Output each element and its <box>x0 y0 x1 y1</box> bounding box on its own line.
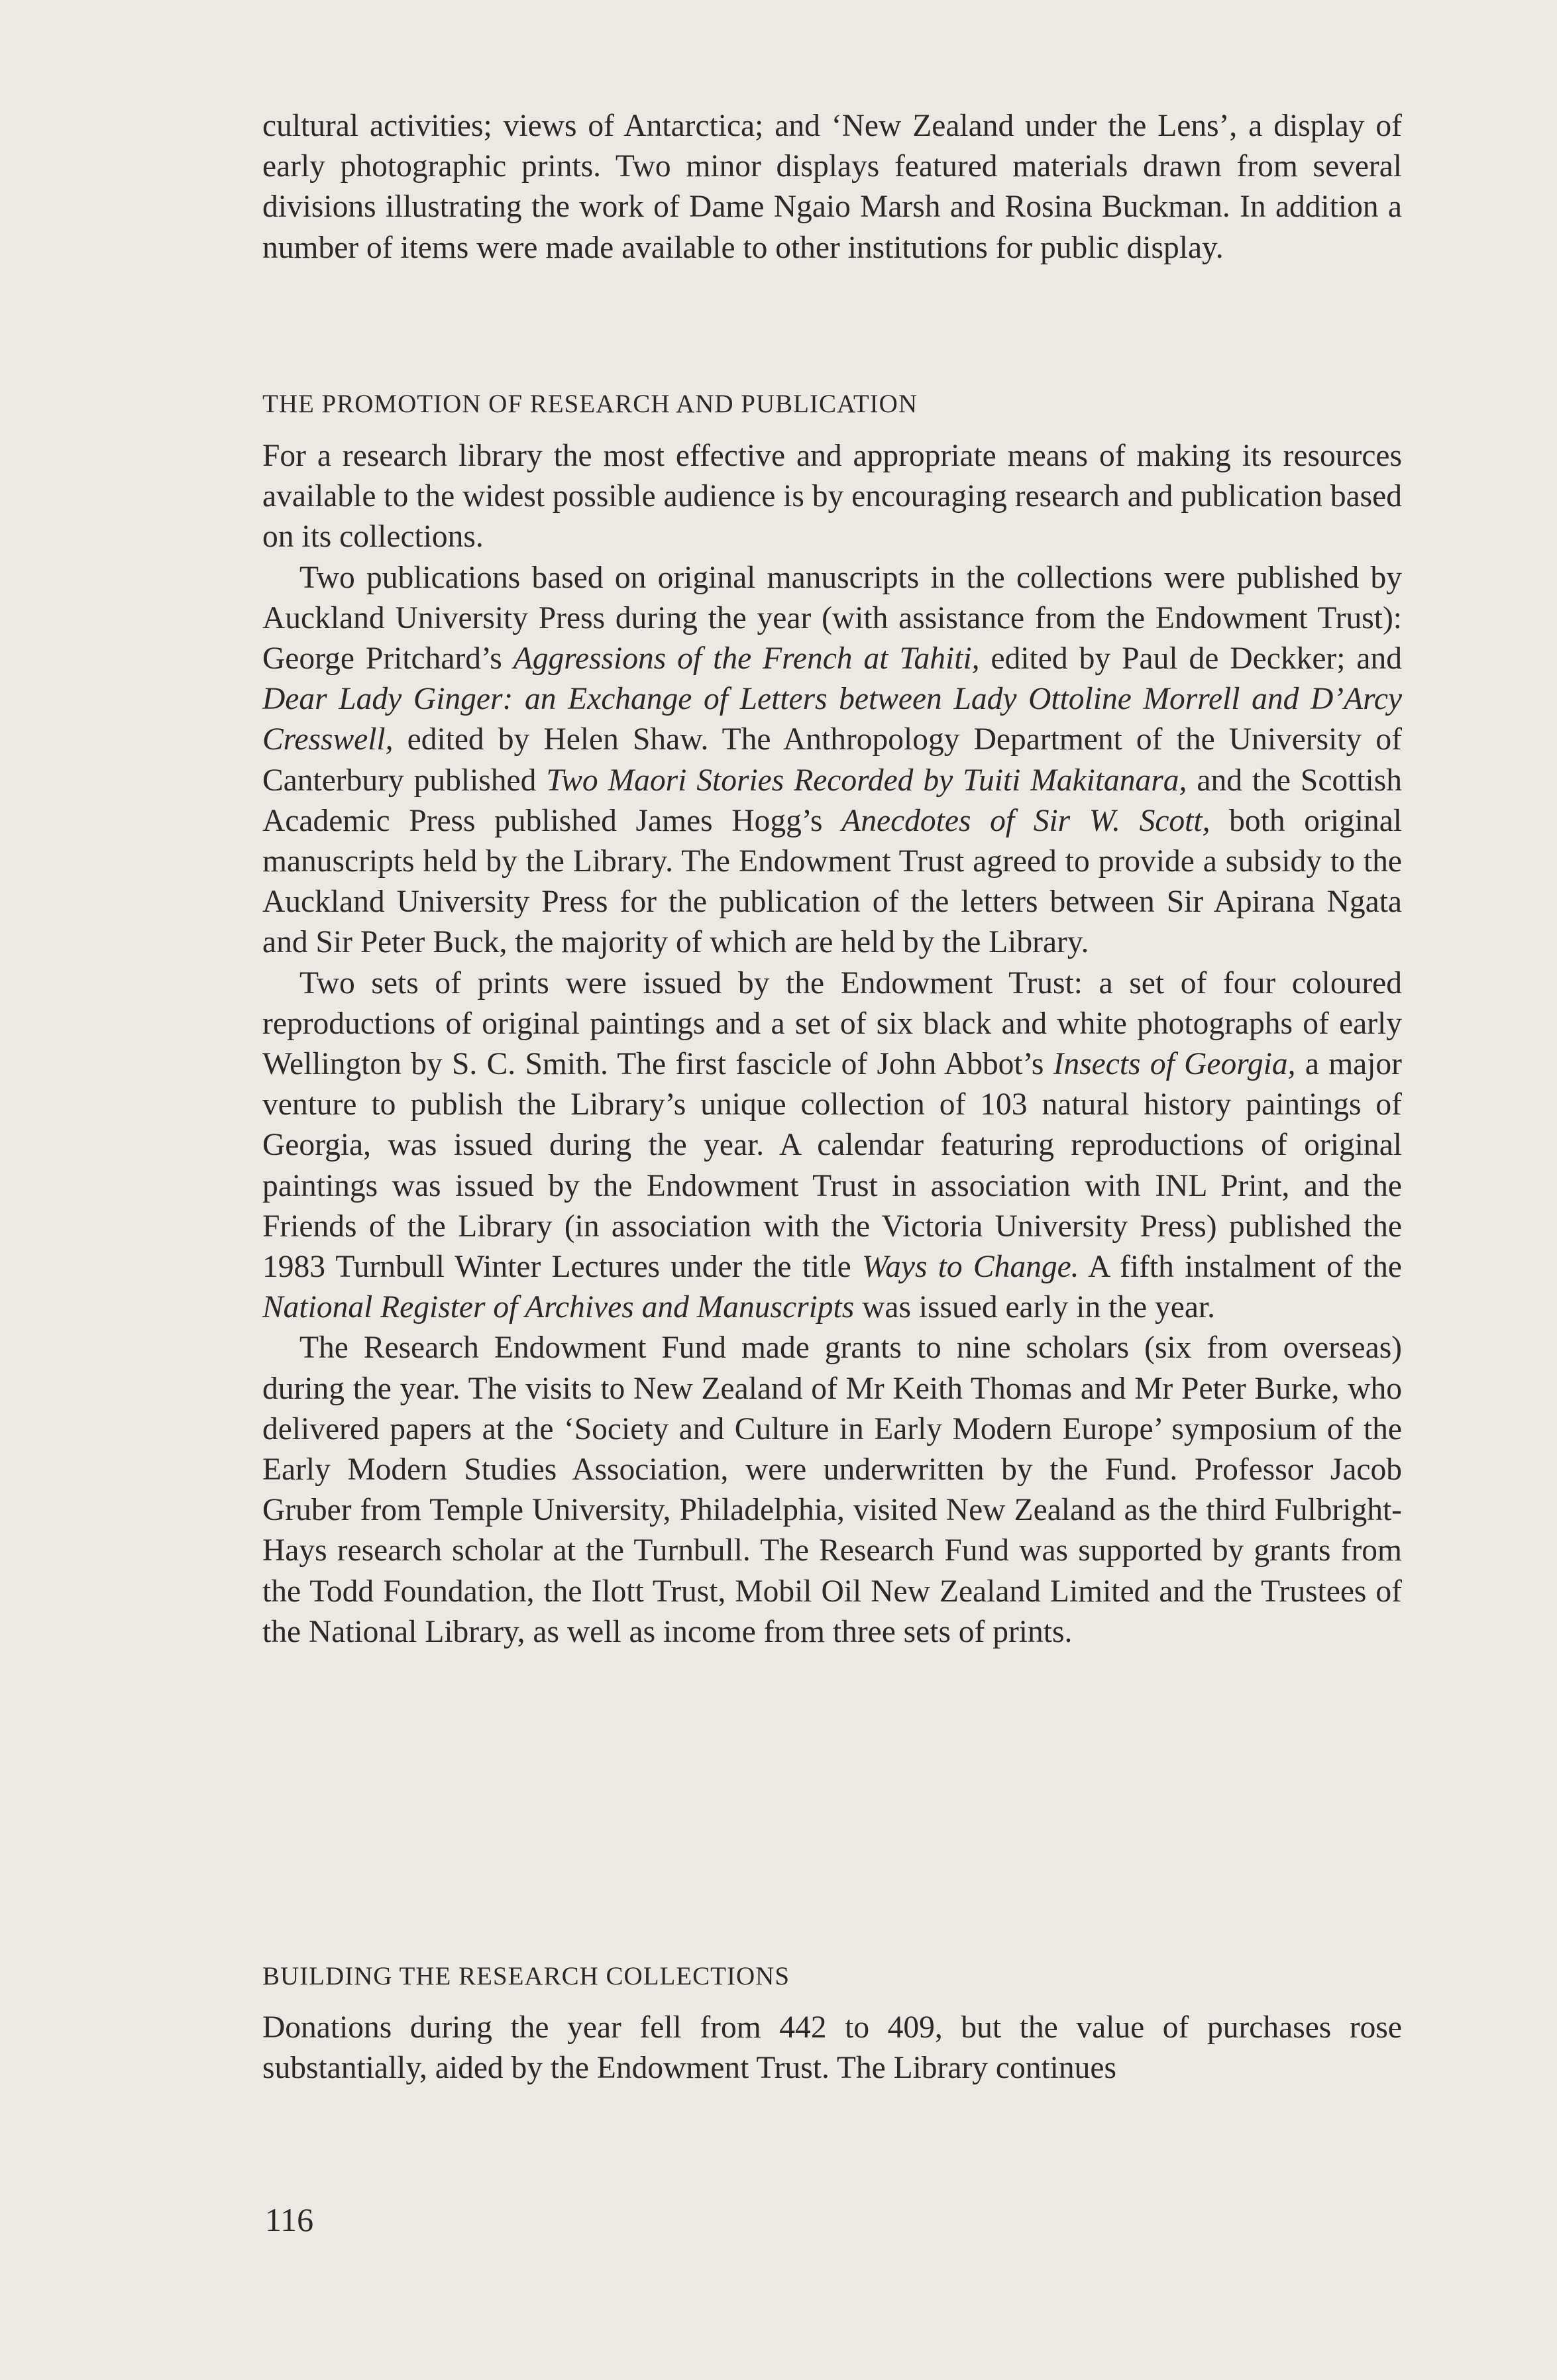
p2-text-g: and the Scottish Academic Press published James Hogg’s <box>262 763 1402 838</box>
p3-text-c: a major venture to publish the Library’s unique collection of 103 natural history paintings of Georgia, was issued during the year. A calendar featuring reproductions of original paintings was issued by the Endowment Trust in association with INL Print, and the Friends of the Library (in association with the Victoria University Press) published the 1983 Turnbull Winter Lectures under the title <box>262 1047 1402 1285</box>
p3-title-national-register: National Register of Archives and Manuscripts <box>262 1290 855 1325</box>
intro-paragraph <box>262 106 1402 268</box>
p3-text-a: Two sets of prints were issued by the Endowment Trust: a set of four coloured reproductions of original paintings and a set of six black and white photographs of early Wellington by S. C. Smith. The first fascicle of John Abbot’s <box>262 965 1402 1082</box>
page-number: 116 <box>265 2201 314 2238</box>
p2-title-aggressions: Aggressions of the French at Tahiti, <box>513 641 980 676</box>
p2-text-a: Two publications based on original manuscripts in the collections were published by Auckland University Press during the year (with assistance from the Endowment Trust): George Pritchard’s <box>262 560 1402 676</box>
p2-text-c: edited by Paul de Deckker; and <box>979 641 1402 676</box>
intro-text: cultural activities; views of Antarctica; and ‘New Zealand under the Lens’, a display of early photographic prints. Two minor displays featured materials drawn from several divisions illustrating the work of Dame Ngaio Marsh and Rosina Buckman. In addition a number of items were made available to other institutions for public display. <box>262 109 1402 265</box>
p3-text-e: A fifth instalment of the <box>1079 1250 1402 1285</box>
research-paragraph-4: The Research Endowment Fund made grants to nine scholars (six from overseas) during the year. The visits to New Zealand of Mr Keith Thomas and Mr Peter Burke, who delivered papers at the ‘Society and Culture in Early Modern Europe’ symposium of the Early Modern Studies Association, were underwritten by the Fund. Professor Jacob Gruber from Temple University, Philadelphia, visited New Zealand as the third Fulbright-Hays research scholar at the Turnbull. The Research Fund was supported by grants from the Todd Foundation, the Ilott Trust, Mobil Oil New Zealand Limited and the Trustees of the National Library, as well as income from three sets of prints. <box>262 1330 1402 1649</box>
research-paragraph-3 <box>262 963 1402 1328</box>
collections-paragraph-1: Donations during the year fell from 442 to 409, but the value of purchases rose substantially, aided by the Endowment Trust. The Library continues <box>262 2010 1402 2086</box>
section-collections-body <box>262 2008 1402 2088</box>
section-research-body <box>262 436 1402 1652</box>
p2-text-e: edited by Helen Shaw. The Anthropology Department of the University of Canterbury published <box>262 722 1402 798</box>
p2-text-i: both original manuscripts held by the Library. The Endowment Trust agreed to provide a subsidy to the Auckland University Press for the publication of the letters between Sir Apirana Ngata and Sir Peter Buck, the majority of which are held by the Library. <box>262 803 1402 960</box>
section-heading-collections: BUILDING THE RESEARCH COLLECTIONS <box>262 1962 790 1990</box>
p3-title-insects-of-georgia: Insects of Georgia, <box>1053 1047 1296 1082</box>
p3-text-g: was issued early in the year. <box>854 1290 1215 1325</box>
research-paragraph-1: For a research library the most effective and appropriate means of making its resources available to the widest possible audience is by encouraging research and publication based on its collections. <box>262 439 1402 555</box>
section-heading-research: THE PROMOTION OF RESEARCH AND PUBLICATION <box>262 390 918 418</box>
p2-title-dear-lady-ginger: Dear Lady Ginger: an Exchange of Letters between Lady Ottoline Morrell and D’Arcy Cresswell, <box>262 682 1402 757</box>
p2-title-anecdotes: Anecdotes of Sir W. Scott, <box>841 803 1210 838</box>
p2-title-two-maori-stories: Two Maori Stories Recorded by Tuiti Makitanara, <box>546 763 1187 798</box>
p3-title-ways-to-change: Ways to Change. <box>861 1250 1079 1285</box>
research-paragraph-2 <box>262 558 1402 963</box>
